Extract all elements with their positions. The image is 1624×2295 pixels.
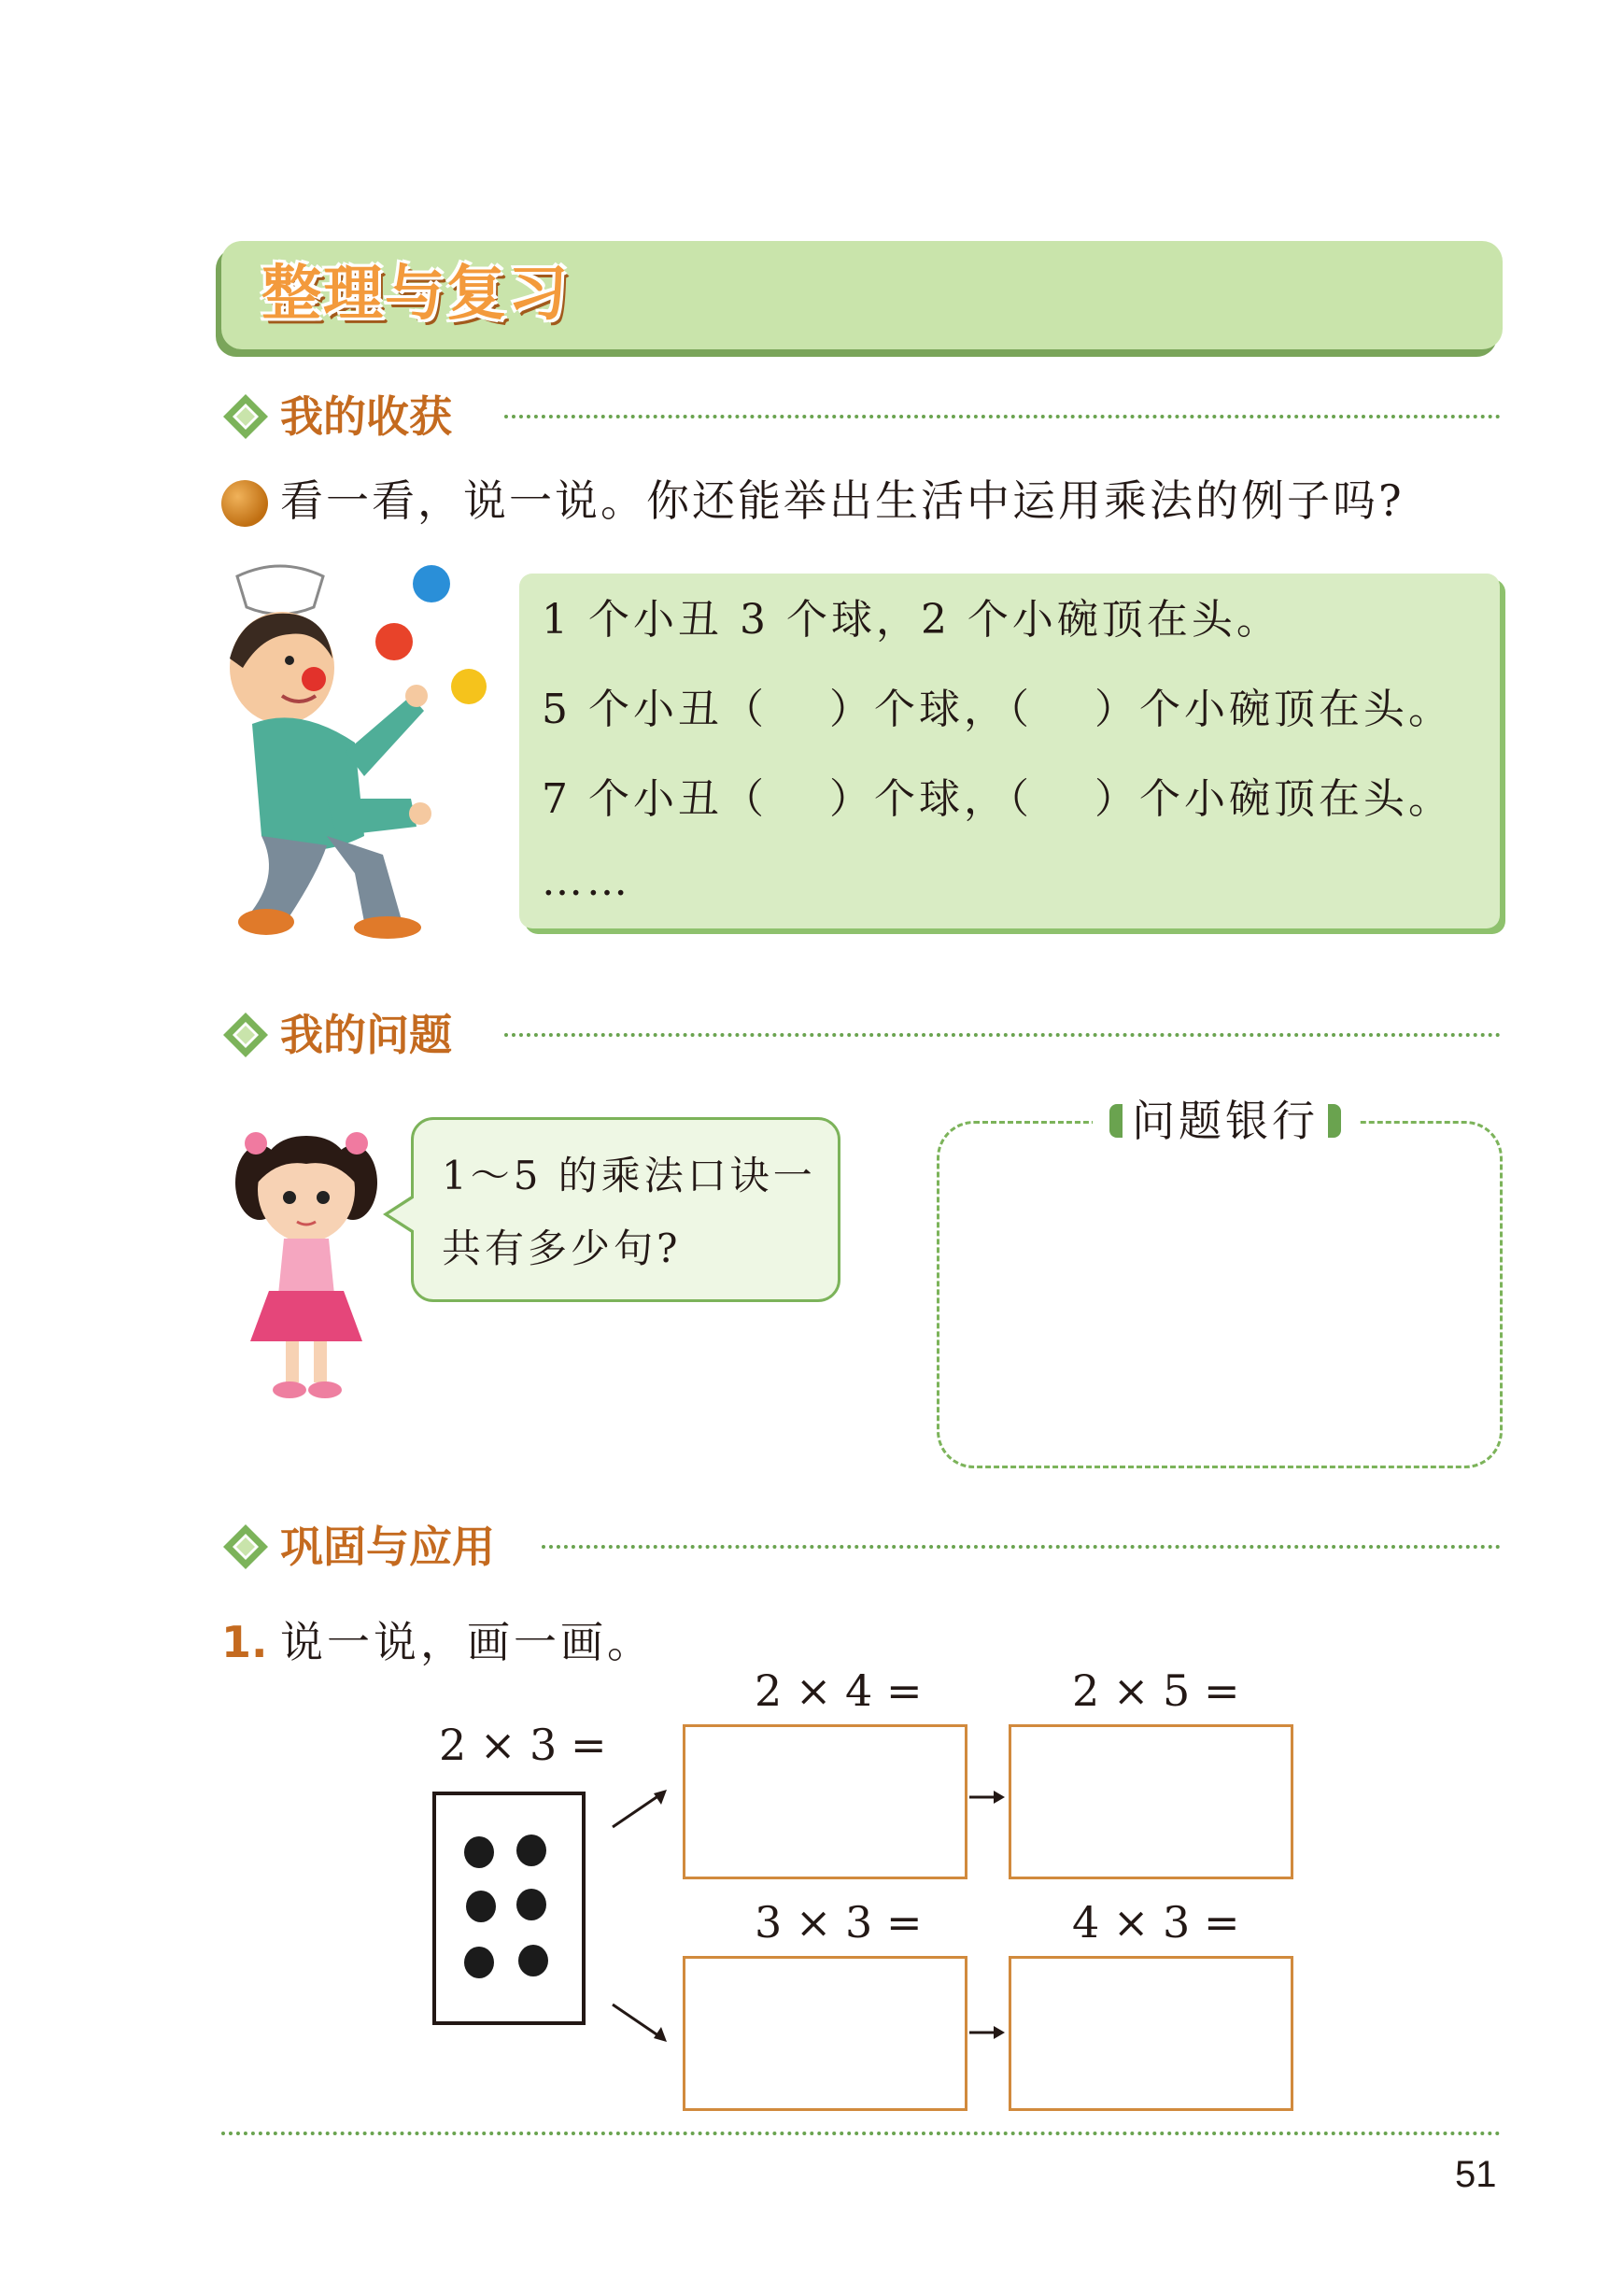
label-cap-left (1109, 1104, 1123, 1138)
section-title-practice: 巩固与应用 (280, 1522, 495, 1572)
question-bank-label (1093, 1093, 1358, 1149)
section-title-questions: 我的问题 (280, 1010, 452, 1060)
dot (518, 1945, 548, 1976)
draw-box-2x5[interactable] (1009, 1724, 1293, 1879)
diamond-icon (221, 1523, 270, 1571)
chapter-title: 整理与复习 (261, 260, 570, 329)
girl-thinking-illustration (222, 1117, 386, 1407)
diamond-icon (221, 392, 270, 441)
example-line-2: 5 个小丑（ ）个球，（ ）个小碗顶在头。 (542, 686, 1453, 733)
expr-4x3: 4 × 3 = (1072, 1897, 1240, 1948)
speech-bubble (411, 1117, 840, 1302)
example-line-ellipsis: …… (542, 857, 631, 905)
example-line-3: 7 个小丑（ ）个球，（ ）个小碗顶在头。 (542, 775, 1453, 823)
dot (466, 1891, 496, 1922)
clown-juggler-illustration (224, 556, 504, 939)
bubble-line-2: 共有多少句? (442, 1225, 682, 1271)
example-line-1: 1 个小丑 3 个球，2 个小碗顶在头。 (542, 596, 1281, 644)
dot (464, 1836, 494, 1868)
arrow-up-right-icon (607, 1786, 672, 1833)
multiplication-example-box (519, 574, 1500, 928)
dot (516, 1889, 546, 1920)
draw-box-4x3[interactable] (1009, 1956, 1293, 2111)
orange-bullet-icon (221, 480, 268, 527)
expr-2x3: 2 × 3 = (439, 1720, 607, 1770)
arrow-down-right-icon (607, 1999, 672, 2046)
dot (516, 1835, 546, 1866)
expr-2x4: 2 × 4 = (755, 1665, 923, 1716)
bubble-line-1: 1～5 的乘法口诀一 (442, 1153, 816, 1198)
question-bank-title: 问题银行 (1132, 1096, 1319, 1146)
exercise-number: 1. (221, 1617, 268, 1667)
dotted-divider (504, 1033, 1501, 1037)
expr-2x5: 2 × 5 = (1072, 1665, 1240, 1716)
question-bank-box[interactable] (937, 1121, 1503, 1468)
bubble-tail-inner (388, 1197, 415, 1231)
expr-3x3: 3 × 3 = (755, 1897, 923, 1948)
label-cap-right (1328, 1104, 1341, 1138)
dotted-divider (504, 415, 1501, 418)
diamond-icon (221, 1011, 270, 1059)
exercise-instruction: 说一说，画一画。 (280, 1617, 654, 1667)
draw-box-3x3[interactable] (683, 1956, 967, 2111)
dot-card-2x3 (432, 1792, 586, 2025)
arrow-right-icon (967, 2023, 1007, 2042)
page-number: 51 (1455, 2154, 1497, 2195)
draw-box-2x4[interactable] (683, 1724, 967, 1879)
arrow-right-icon (967, 1788, 1007, 1806)
prompt-question: 看一看，说一说。你还能举出生活中运用乘法的例子吗? (280, 475, 1405, 526)
dot (464, 1947, 494, 1978)
dotted-divider (542, 1545, 1501, 1549)
bottom-dotted-divider (221, 2132, 1501, 2135)
section-title-harvest: 我的收获 (280, 391, 452, 442)
